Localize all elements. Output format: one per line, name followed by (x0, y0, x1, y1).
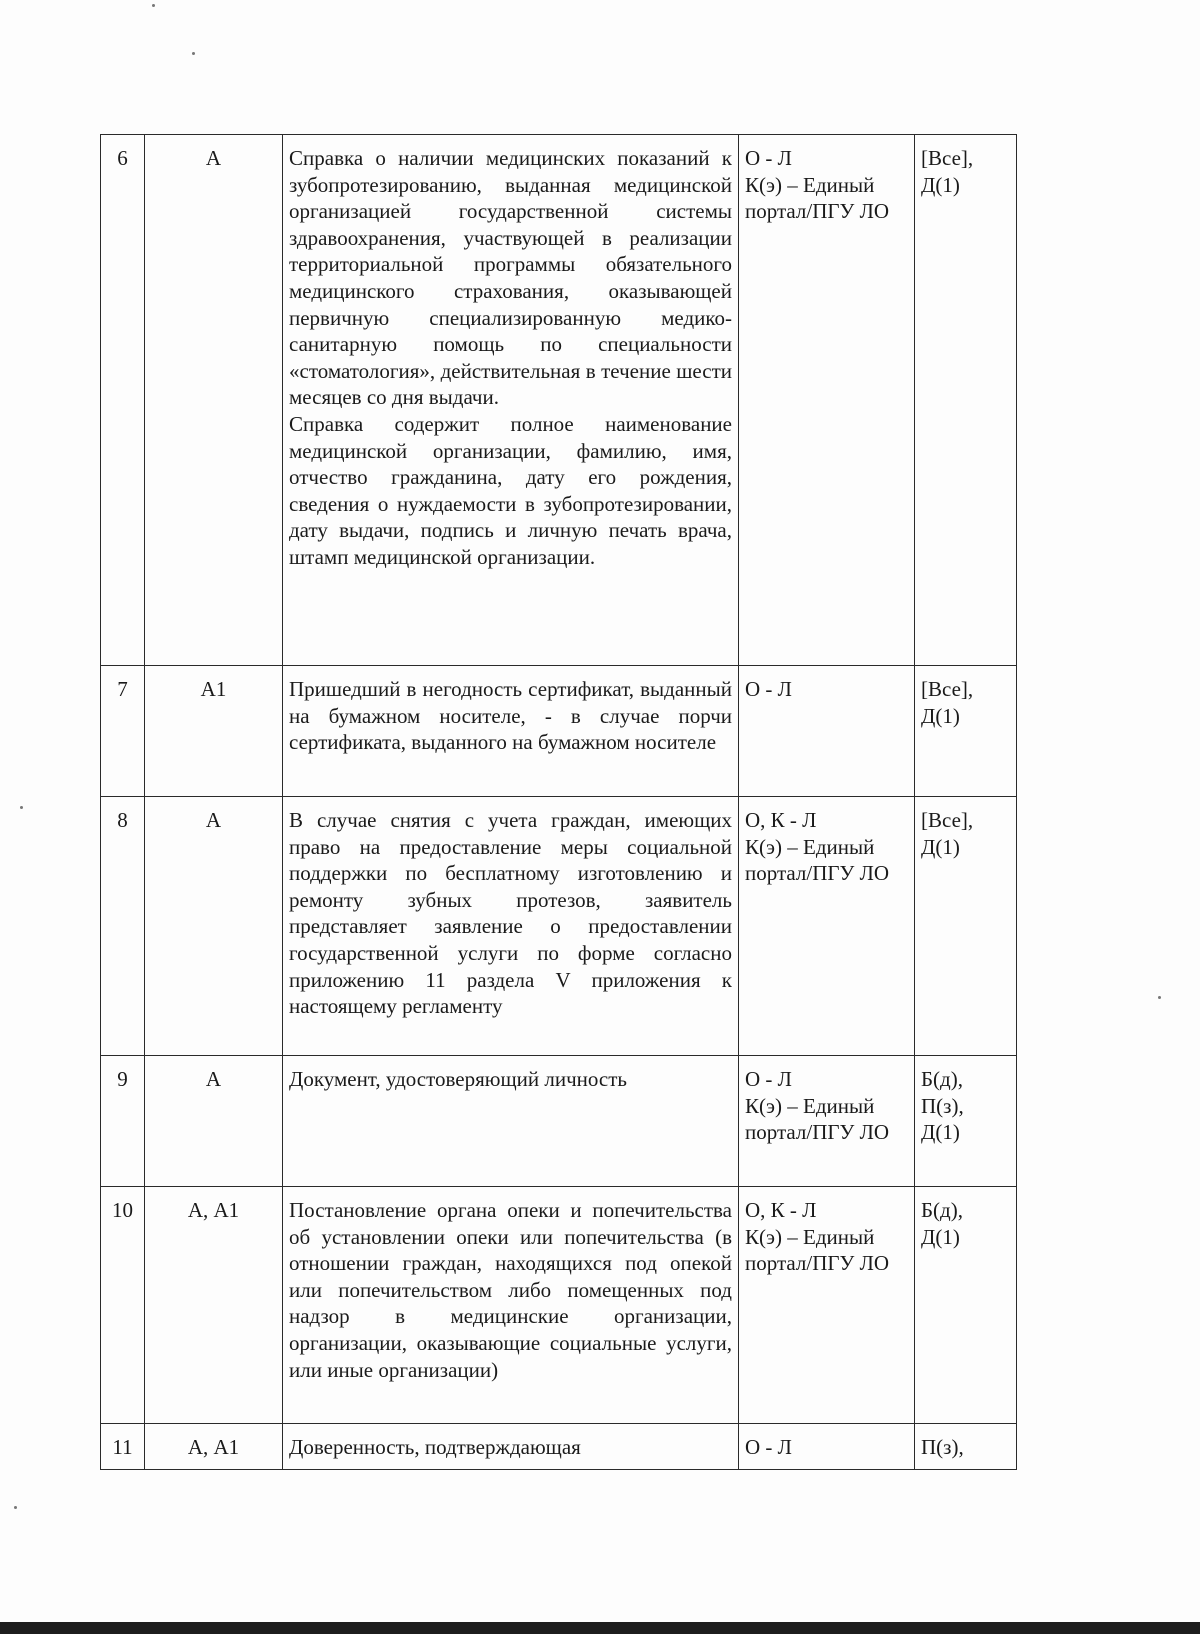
usage-codes: [Все], Д(1) (915, 797, 1017, 1056)
row-number: 10 (101, 1187, 145, 1424)
description-paragraph: В случае снятия с учета граждан, имеющих право на предоставление меры социальной поддержки по бесплатному изготовлению и ремонту зубных протезов, заявитель представляет заявление о предоставлении государственной услуги по форме согласно приложению 11 раздела V приложения к настоящему регламенту (289, 808, 732, 1019)
table-row (101, 1056, 1017, 1187)
document-description (283, 1424, 739, 1470)
description-paragraph: Документ, удостоверяющий личность (289, 1067, 627, 1091)
usage-codes: [Все], Д(1) (915, 135, 1017, 666)
submission-form: О, К - Л К(э) – Единый портал/ПГУ ЛО (739, 1187, 915, 1424)
applicant-category: А1 (145, 666, 283, 797)
applicant-category: А (145, 797, 283, 1056)
scan-speck (20, 806, 23, 809)
submission-form: О, К - Л К(э) – Единый портал/ПГУ ЛО (739, 797, 915, 1056)
document-description (283, 1056, 739, 1187)
row-number: 9 (101, 1056, 145, 1187)
submission-form: О - Л К(э) – Единый портал/ПГУ ЛО (739, 135, 915, 666)
submission-form: О - Л К(э) – Единый портал/ПГУ ЛО (739, 1056, 915, 1187)
scan-speck (192, 52, 195, 55)
usage-codes: Б(д), Д(1) (915, 1187, 1017, 1424)
description-paragraph: Справка содержит полное наименование медицинской организации, фамилию, имя, отчество гражданина, дату его рождения, сведения о нуждаемости в зубопротезировании, дату выдачи, подпись и личную печать врача, штамп медицинской организации. (289, 411, 732, 569)
document-description (283, 797, 739, 1056)
scan-speck (14, 1506, 17, 1509)
document-description (283, 666, 739, 797)
applicant-category: А, А1 (145, 1424, 283, 1470)
scan-speck (152, 4, 155, 7)
submission-form: О - Л (739, 1424, 915, 1470)
row-number: 11 (101, 1424, 145, 1470)
document-description (283, 1187, 739, 1424)
table-row (101, 1187, 1017, 1424)
table-row (101, 135, 1017, 666)
applicant-category: А, А1 (145, 1187, 283, 1424)
table-row (101, 666, 1017, 797)
row-number: 8 (101, 797, 145, 1056)
usage-codes: П(з), (915, 1424, 1017, 1470)
usage-codes: [Все], Д(1) (915, 666, 1017, 797)
document-description (283, 135, 739, 666)
row-number: 6 (101, 135, 145, 666)
table-row (101, 1424, 1017, 1470)
applicant-category: А (145, 1056, 283, 1187)
description-paragraph: Постановление органа опеки и попечительства об установлении опеки или попечительства (в отношении граждан, находящихся под опекой или попечительством либо помещенных под надзор в медицинские организации, организации, оказывающие социальные услуги, или иные организации) (289, 1198, 732, 1382)
table-row (101, 797, 1017, 1056)
submission-form: О - Л (739, 666, 915, 797)
description-paragraph: Пришедший в негодность сертификат, выданный на бумажном носителе, - в случае порчи сертификата, выданного на бумажном носителе (289, 677, 732, 755)
applicant-category: А (145, 135, 283, 666)
scan-speck (1158, 996, 1161, 999)
description-paragraph: Доверенность, подтверждающая (289, 1435, 581, 1459)
description-paragraph: Справка о наличии медицинских показаний к зубопротезированию, выданная медицинской организацией государственной системы здравоохранения, участвующей в реализации территориальной программы обязательного медицинского страхования, оказывающей первичную специализированную медико-санитарную помощь по специальности «стоматология», действительная в течение шести месяцев со дня выдачи. (289, 146, 732, 410)
row-number: 7 (101, 666, 145, 797)
scan-edge-bar (0, 1622, 1200, 1634)
usage-codes: Б(д), П(з), Д(1) (915, 1056, 1017, 1187)
documents-table (100, 134, 1017, 1470)
